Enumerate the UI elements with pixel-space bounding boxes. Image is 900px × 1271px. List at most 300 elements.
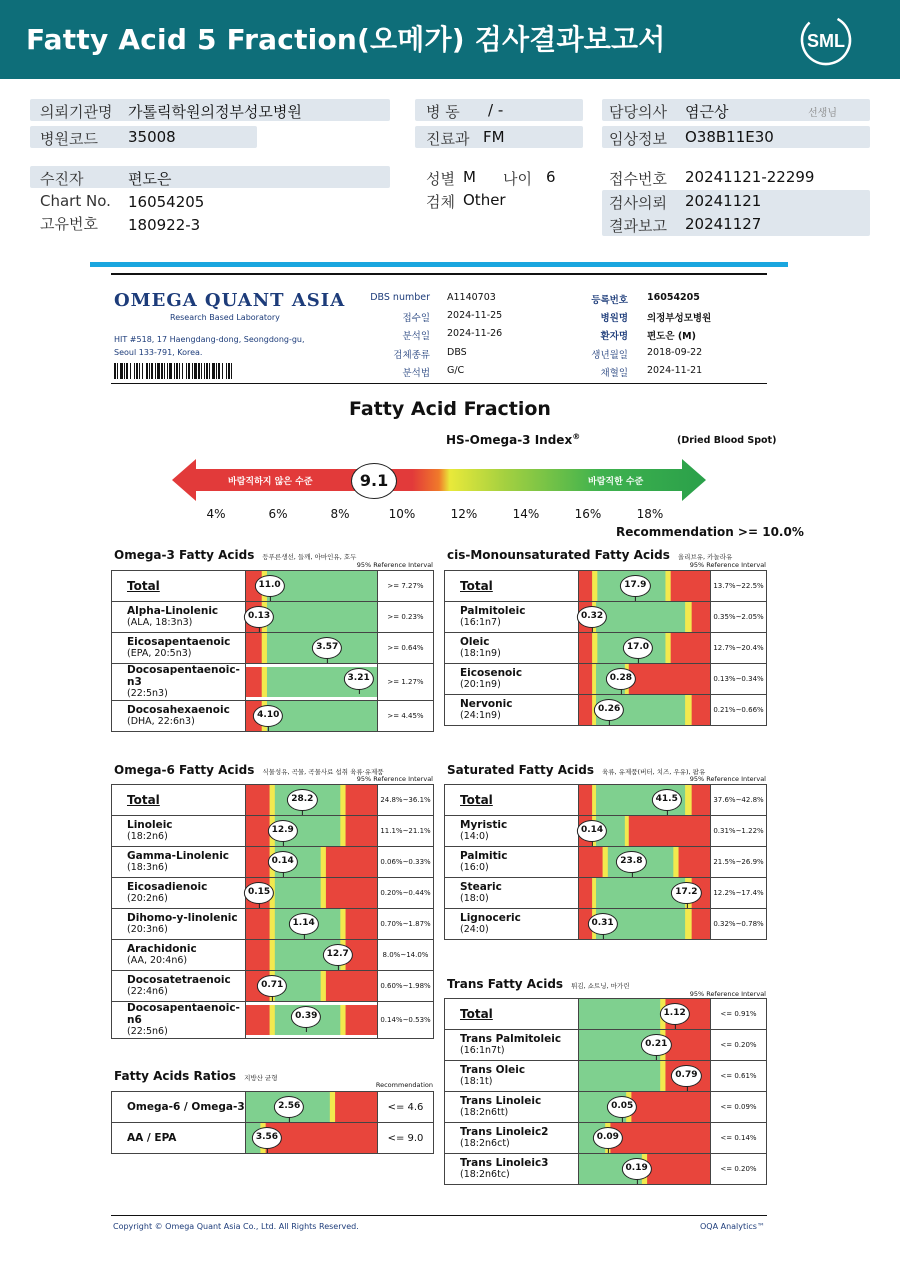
acid-name <box>445 878 579 909</box>
table-row <box>445 1154 767 1185</box>
zone-segment <box>321 971 327 1001</box>
draw-value: 2024-11-21 <box>647 365 703 376</box>
table-row <box>445 602 767 633</box>
acid-notation: (EPA, 20:5n3) <box>127 648 192 659</box>
zone-segment <box>275 878 321 908</box>
zone-segment <box>346 785 377 815</box>
acid-name <box>112 1123 246 1154</box>
barcode-bar <box>155 363 156 379</box>
level-bar <box>246 847 378 878</box>
hosp-label: 병원명 <box>600 313 628 324</box>
barcode-bar <box>157 363 160 379</box>
table-row <box>445 847 767 878</box>
code-value: 35008 <box>128 128 176 146</box>
value-marker: 0.32 <box>577 606 607 628</box>
acid-name-text: Trans Linoleic <box>460 1095 542 1107</box>
level-bar <box>579 633 711 664</box>
barcode-bar <box>182 363 183 379</box>
acid-name-text: Trans Oleic <box>460 1064 526 1076</box>
zone-segment <box>270 1005 276 1035</box>
sml-logo-icon <box>798 12 854 68</box>
zone-segment <box>326 971 377 1001</box>
reference-range: <= 9.0 <box>378 1123 434 1154</box>
uid-label: 고유번호 <box>40 215 98 233</box>
zone-segment <box>246 847 270 877</box>
lab-address: HIT #518, 17 Haengdang-dong, Seongdong-gu, Seoul 133-791, Korea. <box>114 335 305 357</box>
zone-segment <box>246 1005 270 1035</box>
barcode-bar <box>179 363 180 379</box>
level-bar <box>579 695 711 726</box>
section-title-text: Omega-6 Fatty Acids <box>114 763 255 777</box>
doctor-label: 담당의사 <box>609 103 667 121</box>
reference-range: <= 4.6 <box>378 1092 434 1123</box>
acid-notation: (14:0) <box>460 831 489 842</box>
table-row <box>112 971 434 1002</box>
barcode-bar <box>120 363 123 379</box>
barcode-bar <box>136 363 138 379</box>
zone-segment <box>579 847 603 877</box>
footer-divider <box>111 1215 767 1216</box>
table-row <box>112 701 434 732</box>
divider-black <box>111 273 767 275</box>
zone-segment <box>692 602 710 632</box>
recv-label: 접수번호 <box>609 170 667 188</box>
acid-name <box>112 1002 246 1039</box>
value-marker: 0.21 <box>641 1034 671 1056</box>
acid-notation: (24:1n9) <box>460 710 501 721</box>
acid-name-text: Docosapentaenoic-n3 <box>127 664 240 688</box>
acid-name <box>445 816 579 847</box>
zone-segment <box>262 667 268 697</box>
reference-range: >= 1.27% <box>378 664 434 701</box>
zone-segment <box>335 1092 377 1122</box>
zone-segment <box>631 1092 710 1122</box>
level-bar <box>579 571 711 602</box>
zone-segment <box>270 785 276 815</box>
table-row <box>112 1002 434 1039</box>
barcode-bar <box>142 363 143 379</box>
acid-name <box>445 999 579 1030</box>
reference-range: >= 7.27% <box>378 571 434 602</box>
zone-segment <box>692 695 710 725</box>
level-bar <box>579 664 711 695</box>
acid-name-text: Docosahexaenoic <box>127 704 230 716</box>
acid-name-text: Docosatetraenoic <box>127 974 231 986</box>
table-row <box>445 999 767 1030</box>
acid-name-text: Total <box>127 793 160 807</box>
acid-name-text: Trans Linoleic2 <box>460 1126 549 1138</box>
reference-range: <= 0.91% <box>711 999 767 1030</box>
zone-segment <box>262 633 268 663</box>
acid-name-text: Total <box>127 579 160 593</box>
zone-segment <box>665 1030 710 1060</box>
zone-segment <box>692 909 710 939</box>
value-marker: 28.2 <box>287 789 317 811</box>
value-marker: 3.21 <box>344 668 374 690</box>
barcode-bar <box>146 363 148 379</box>
zone-segment <box>665 571 671 601</box>
level-bar <box>246 785 378 816</box>
acid-name <box>112 847 246 878</box>
lab-tagline: Research Based Laboratory <box>170 313 280 322</box>
section-title-text: cis-Monounsaturated Fatty Acids <box>447 548 670 562</box>
level-bar <box>579 1154 711 1185</box>
mufa-table <box>444 570 767 726</box>
level-bar <box>246 816 378 847</box>
ward-label: 병 동 <box>426 103 460 121</box>
acid-name <box>445 1092 579 1123</box>
barcode-bar <box>192 363 193 379</box>
reference-interval-label: 95% Reference Interval <box>689 990 766 998</box>
section-title-text: Fatty Acids Ratios <box>114 1069 237 1083</box>
value-marker: 0.31 <box>587 913 617 935</box>
barcode-bar <box>228 363 230 379</box>
value-marker: 0.19 <box>622 1158 652 1180</box>
acid-name <box>445 1154 579 1185</box>
reference-range: 0.21%~0.66% <box>711 695 767 726</box>
ratios-table <box>111 1091 434 1154</box>
dbs-label: DBS number <box>370 292 430 303</box>
index-value: 9.1 <box>351 463 397 499</box>
reference-range: 12.7%~20.4% <box>711 633 767 664</box>
age-value: 6 <box>546 168 556 186</box>
acid-name <box>445 1061 579 1092</box>
level-bar <box>579 1092 711 1123</box>
clin-value: O38B11E30 <box>685 128 774 146</box>
zone-segment <box>246 940 270 970</box>
level-bar <box>579 878 711 909</box>
acid-notation: (22:5n3) <box>127 688 168 699</box>
age-label: 나이 <box>503 170 532 188</box>
barcode-bar <box>204 363 205 379</box>
value-marker: 3.56 <box>252 1127 282 1149</box>
level-bar <box>579 785 711 816</box>
acid-notation: (20:2n6) <box>127 893 168 904</box>
table-row <box>112 571 434 602</box>
report-header <box>0 0 900 79</box>
zone-segment <box>321 847 327 877</box>
value-marker: 0.05 <box>607 1096 637 1118</box>
acid-name <box>445 847 579 878</box>
level-bar <box>246 571 378 602</box>
level-bar <box>579 909 711 940</box>
table-row <box>445 571 767 602</box>
table-row <box>112 602 434 633</box>
reference-interval-label: 95% Reference Interval <box>356 561 433 569</box>
acid-name <box>112 571 246 602</box>
acid-name <box>445 1123 579 1154</box>
acid-notation: (18:3n6) <box>127 862 168 873</box>
reg-value: 16054205 <box>647 292 700 303</box>
barcode-bar <box>151 363 153 379</box>
zone-segment <box>246 633 262 663</box>
pt-value: 편도은 (M) <box>647 331 696 342</box>
zone-segment <box>625 816 629 846</box>
level-bar <box>246 602 378 633</box>
reference-range: 0.13%~0.34% <box>711 664 767 695</box>
reference-range: <= 0.14% <box>711 1123 767 1154</box>
barcode-bar <box>126 363 128 379</box>
table-row <box>445 816 767 847</box>
acid-name-text: Trans Palmitoleic <box>460 1033 562 1045</box>
reference-range: 0.31%~1.22% <box>711 816 767 847</box>
level-bar <box>246 909 378 940</box>
level-bar <box>246 633 378 664</box>
acid-name <box>445 571 579 602</box>
recv-date-label: 접수일 <box>402 313 430 324</box>
level-bar <box>246 664 378 701</box>
zone-segment <box>685 695 692 725</box>
zone-segment <box>673 847 679 877</box>
req-value: 20241121 <box>685 192 762 210</box>
barcode-bar <box>134 363 135 379</box>
doctor-value: 염근상 <box>685 103 729 121</box>
draw-label: 채혈일 <box>600 368 628 379</box>
section-title-text: Trans Fatty Acids <box>447 977 564 991</box>
method-label: 분석법 <box>402 368 430 379</box>
section-note: 식물성유, 곡물, 곡물사료 섭취 육류·유제품 <box>262 768 384 776</box>
level-bar <box>246 878 378 909</box>
barcode-bar <box>186 363 187 379</box>
level-bar <box>246 1002 378 1039</box>
ward-value: / - <box>488 101 504 119</box>
acid-name-text: Lignoceric <box>460 912 521 924</box>
barcode-bar <box>209 363 210 379</box>
acid-name <box>112 633 246 664</box>
barcode-bar <box>222 363 223 379</box>
reference-range: 13.7%~22.5% <box>711 571 767 602</box>
table-row <box>112 940 434 971</box>
zone-segment <box>592 633 598 663</box>
level-bar <box>579 1123 711 1154</box>
zone-segment <box>246 909 270 939</box>
acid-notation: (ALA, 18:3n3) <box>127 617 193 628</box>
value-marker: 2.56 <box>274 1096 304 1118</box>
inst-value: 가톨릭학원의정부성모병원 <box>128 103 302 121</box>
acid-name <box>445 909 579 940</box>
trans-title <box>447 977 630 991</box>
rep-label: 결과보고 <box>609 217 667 235</box>
tick-label: 6% <box>268 507 288 521</box>
reference-range: 24.8%~36.1% <box>378 785 434 816</box>
zone-segment <box>671 571 710 601</box>
value-marker: 17.9 <box>620 575 650 597</box>
index-title <box>446 432 580 447</box>
zone-segment <box>346 909 377 939</box>
table-row <box>445 633 767 664</box>
anal-value: 2024-11-26 <box>447 328 503 339</box>
reference-range: <= 0.09% <box>711 1092 767 1123</box>
section-title-text: Omega-3 Fatty Acids <box>114 548 255 562</box>
method-value: G/C <box>447 365 465 376</box>
zone-segment <box>610 1123 710 1153</box>
acid-notation: (18:2n6tc) <box>460 1169 510 1180</box>
zone-segment <box>346 816 377 846</box>
level-bar <box>579 847 711 878</box>
zone-segment <box>579 1061 661 1091</box>
zone-segment <box>326 847 377 877</box>
zone-segment <box>266 1123 377 1153</box>
zone-segment <box>346 1005 377 1035</box>
name-value: 편도은 <box>128 170 172 188</box>
acid-name <box>445 1030 579 1061</box>
table-row <box>445 878 767 909</box>
zone-segment <box>629 816 710 846</box>
table-row <box>445 785 767 816</box>
zone-segment <box>267 701 377 731</box>
index-recommendation: Recommendation >= 10.0% <box>616 525 804 539</box>
acid-notation: (18:2n6ct) <box>460 1138 510 1149</box>
acid-name-text: Nervonic <box>460 698 513 710</box>
acid-name <box>445 664 579 695</box>
acid-notation: (18:1t) <box>460 1076 493 1087</box>
table-row <box>112 664 434 701</box>
table-row <box>112 1123 434 1154</box>
section-note: 튀김, 쇼트닝, 마가린 <box>571 982 630 990</box>
level-bar <box>246 940 378 971</box>
zone-segment <box>629 664 710 694</box>
zone-segment <box>647 1154 710 1184</box>
zone-segment <box>579 571 593 601</box>
zone-segment <box>330 1092 336 1122</box>
zone-segment <box>326 878 377 908</box>
index-title-text: HS-Omega-3 Index <box>446 433 573 447</box>
dbs-value: A1140703 <box>447 292 496 303</box>
section-title-text: Saturated Fatty Acids <box>447 763 594 777</box>
value-marker: 17.2 <box>671 882 701 904</box>
barcode-bar <box>124 363 125 379</box>
reference-range: 0.60%~1.98% <box>378 971 434 1002</box>
footer-brand: OQA Analytics™ <box>700 1222 765 1231</box>
barcode-bar <box>201 363 202 379</box>
index-reg-mark: ® <box>572 432 581 441</box>
acid-name <box>112 816 246 847</box>
acid-notation: (AA, 20:4n6) <box>127 955 188 966</box>
reference-range: 0.20%~0.44% <box>378 878 434 909</box>
zone-segment <box>340 909 346 939</box>
table-row <box>112 816 434 847</box>
barcode-bar <box>164 363 165 379</box>
tick-label: 8% <box>330 507 350 521</box>
zone-segment <box>685 909 692 939</box>
zone-segment <box>579 999 661 1029</box>
reference-range: 0.14%~0.53% <box>378 1002 434 1039</box>
acid-notation: (16:0) <box>460 862 489 873</box>
reference-interval-label: 95% Reference Interval <box>689 775 766 783</box>
zone-segment <box>270 940 276 970</box>
tick-label: 10% <box>388 507 416 521</box>
code-label: 병원코드 <box>40 130 98 148</box>
table-row <box>112 847 434 878</box>
zone-segment <box>246 816 270 846</box>
bad-label: 바람직하지 않은 수준 <box>228 477 313 487</box>
level-bar <box>246 1123 378 1154</box>
level-bar <box>246 971 378 1002</box>
barcode-bar <box>117 363 118 379</box>
fraction-title: Fatty Acid Fraction <box>349 398 551 420</box>
doctor-suffix: 선생님 <box>808 108 837 119</box>
omega3-table <box>111 570 434 732</box>
level-bar <box>579 999 711 1030</box>
acid-name-text: Docosapentaenoic-n6 <box>127 1002 240 1026</box>
acid-name <box>445 785 579 816</box>
zone-segment <box>579 695 593 725</box>
value-marker: 17.0 <box>623 637 653 659</box>
anal-label: 분석일 <box>402 331 430 342</box>
barcode-bar <box>161 363 163 379</box>
logo-text: SML <box>807 31 845 51</box>
sex-value: M <box>463 168 476 186</box>
zone-segment <box>246 785 270 815</box>
reference-range: <= 0.61% <box>711 1061 767 1092</box>
level-bar <box>246 701 378 732</box>
acid-name <box>112 940 246 971</box>
barcode-bar <box>139 363 140 379</box>
value-marker: 0.13 <box>244 606 274 628</box>
reference-range: <= 0.20% <box>711 1154 767 1185</box>
zone-segment <box>692 785 710 815</box>
level-bar <box>579 816 711 847</box>
table-row <box>445 1123 767 1154</box>
sfa-table <box>444 784 767 940</box>
table-row <box>112 909 434 940</box>
barcode-bar <box>130 363 131 379</box>
acid-name <box>112 878 246 909</box>
omega6-table <box>111 784 434 1039</box>
acid-notation: (22:5n6) <box>127 1026 168 1037</box>
zone-segment <box>579 878 593 908</box>
acid-name-text: Eicosenoic <box>460 667 523 679</box>
reference-range: 11.1%~21.1% <box>378 816 434 847</box>
spec-type-value: DBS <box>447 347 467 358</box>
reference-interval-label: 95% Reference Interval <box>356 775 433 783</box>
clin-label: 임상정보 <box>609 130 667 148</box>
acid-notation: (16:1n7t) <box>460 1045 505 1056</box>
table-row <box>112 785 434 816</box>
zone-segment <box>270 909 276 939</box>
acid-name-text: Total <box>460 579 493 593</box>
chart-label: Chart No. <box>40 192 111 210</box>
acid-name-text: Gamma-Linolenic <box>127 850 230 862</box>
acid-name-text: Total <box>460 1007 493 1021</box>
barcode-bar <box>218 363 220 379</box>
value-marker: 41.5 <box>652 789 682 811</box>
pt-label: 환자명 <box>600 331 628 342</box>
tick-label: 16% <box>574 507 602 521</box>
tick-label: 4% <box>206 507 226 521</box>
reference-range: 0.32%~0.78% <box>711 909 767 940</box>
reference-interval-label: Recommendation <box>375 1081 433 1089</box>
zone-segment <box>579 633 593 663</box>
spec-value: Other <box>463 191 506 209</box>
lab-name: OMEGA QUANT ASIA <box>114 290 346 311</box>
acid-name-text: Myristic <box>460 819 508 831</box>
level-bar <box>246 1092 378 1123</box>
acid-name <box>112 602 246 633</box>
ratios-title <box>114 1069 278 1083</box>
value-marker: 0.39 <box>291 1006 321 1028</box>
acid-notation: (18:1n9) <box>460 648 501 659</box>
req-label: 검사의뢰 <box>609 194 667 212</box>
table-row <box>445 909 767 940</box>
hosp-value: 의정부성모병원 <box>647 313 712 324</box>
acid-name-text: Palmitic <box>460 850 508 862</box>
value-marker: 0.71 <box>257 975 287 997</box>
report-title: Fatty Acid 5 Fraction(오메가) 검사결과보고서 <box>26 23 666 56</box>
value-marker: 0.14 <box>577 820 607 842</box>
barcode-bar <box>169 363 172 379</box>
zone-segment <box>592 664 596 694</box>
